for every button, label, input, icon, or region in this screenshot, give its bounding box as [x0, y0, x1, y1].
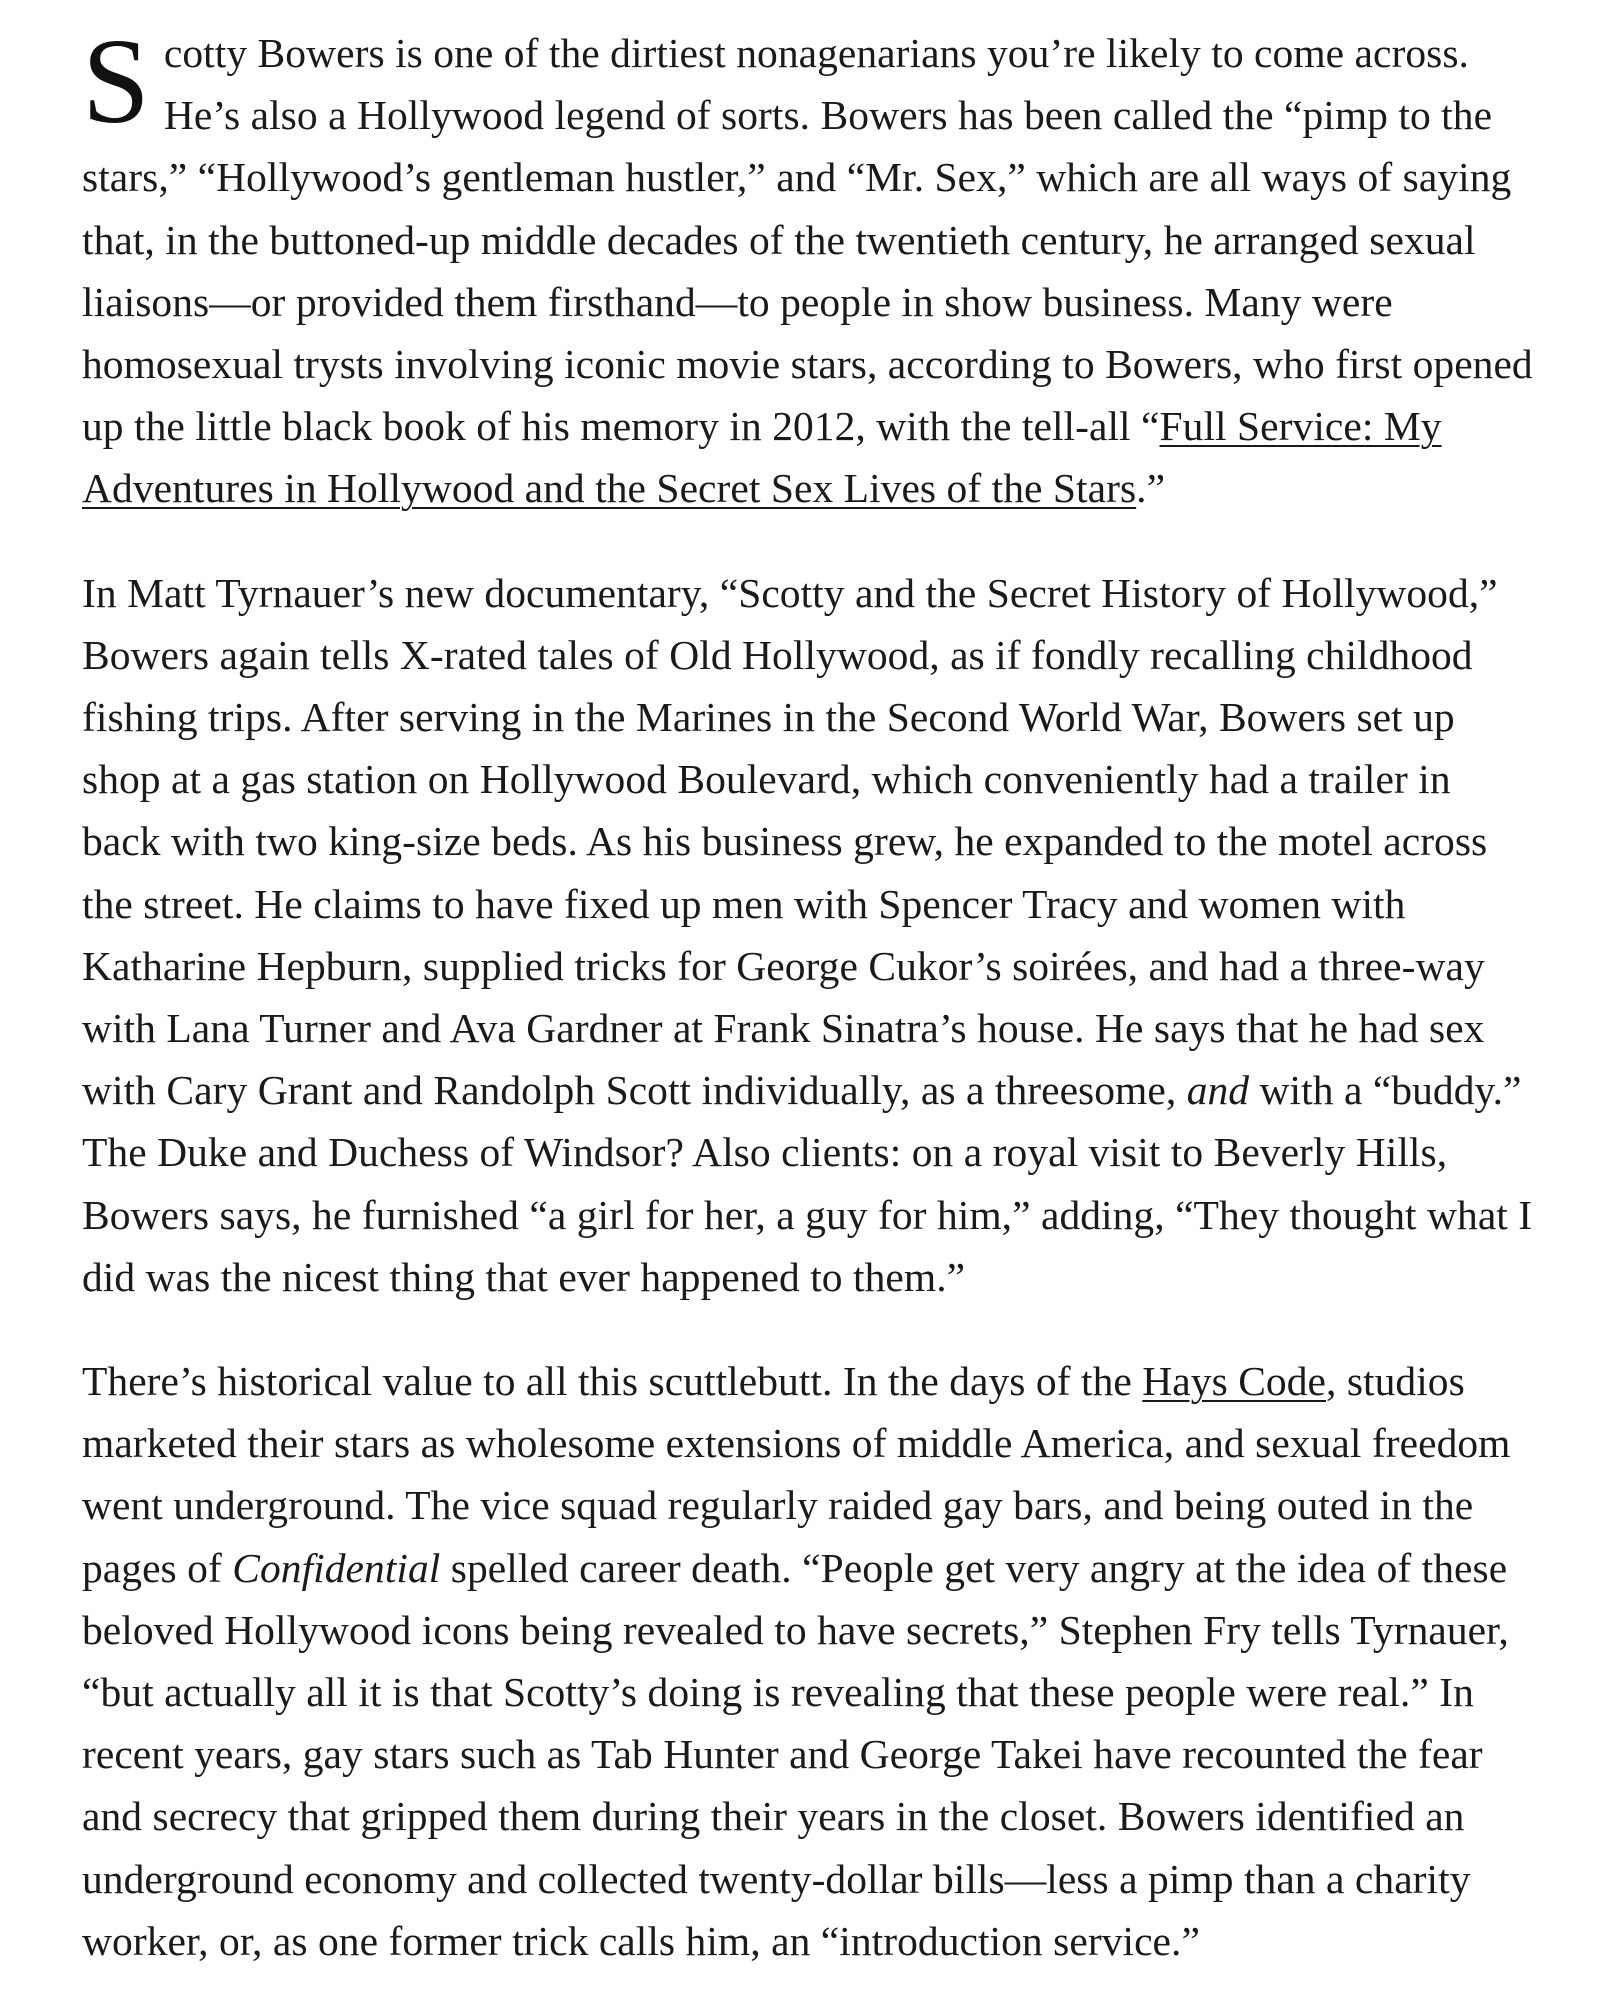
- paragraph-1: [82, 14, 1537, 520]
- paragraph-3-text-b: , studios marketed their stars as wholesome extensions of middle America, and sexual freedom went underground. The vice squad regularly raided gay bars, and being outed in the pages of: [82, 1358, 1511, 1591]
- paragraph-2: [82, 562, 1537, 1308]
- confidential-emphasis: Confidential: [232, 1544, 441, 1591]
- drop-cap: S: [82, 14, 150, 149]
- paragraph-3-text-c: spelled career death. “People get very angry at the idea of these beloved Hollywood icons being revealed to have secrets,” Stephen Fry tells Tyrnauer, “but actually all it is that Scotty’s doing is revealing that these people were real.” In recent years, gay stars such as Tab Hunter and George Takei have recounted the fear and secrecy that gripped them during their years in the closet. Bowers identified an underground economy and collected twenty-dollar bills—less a pimp than a charity worker, or, as one former trick calls him, an “introduction service.”: [82, 1544, 1509, 1964]
- paragraph-3-text-a: There’s historical value to all this scuttlebutt. In the days of the: [82, 1358, 1143, 1405]
- paragraph-2-text-b: with a “buddy.” The Duke and Duchess of Windsor? Also clients: on a royal visit to Beverly Hills, Bowers says, he furnished “a girl for her, a guy for him,” adding, “They thought what I did was the nicest thing that ever happened to them.”: [82, 1067, 1533, 1300]
- article-body: [82, 14, 1537, 2014]
- paragraph-3: [82, 1350, 1537, 1972]
- paragraph-1-text-a: cotty Bowers is one of the dirtiest nonagenarians you’re likely to come across. He’s also a Hollywood legend of sorts. Bowers has been called the “pimp to the stars,” “Hollywood’s gentleman hustler,” and “Mr. Sex,” which are all ways of saying that, in the buttoned-up middle decades of the twentieth century, he arranged sexual liaisons—or provided them firsthand—to people in show business. Many were homosexual trysts involving iconic movie stars, according to Bowers, who first opened up the little black book of his memory in 2012, with the tell-all “: [82, 30, 1533, 450]
- paragraph-2-emphasis: and: [1186, 1067, 1250, 1114]
- hays-code-link[interactable]: Hays Code: [1142, 1358, 1326, 1405]
- full-service-book-link[interactable]: Full Service: My Adventures in Hollywood and the Secret Sex Lives of the Stars: [82, 403, 1442, 512]
- paragraph-1-text-b: .”: [1136, 465, 1166, 512]
- paragraph-2-text-a: In Matt Tyrnauer’s new documentary, “Scotty and the Secret History of Hollywood,” Bowers again tells X-rated tales of Old Hollywood, as if fondly recalling childhood fishing trips. After serving in the Marines in the Second World War, Bowers set up shop at a gas station on Hollywood Boulevard, which conveniently had a trailer in back with two king-size beds. As his business grew, he expanded to the motel across the street. He claims to have fixed up men with Spencer Tracy and women with Katharine Hepburn, supplied tricks for George Cukor’s soirées, and had a three-way with Lana Turner and Ava Gardner at Frank Sinatra’s house. He says that he had sex with Cary Grant and Randolph Scott individually, as a threesome,: [82, 569, 1498, 1114]
